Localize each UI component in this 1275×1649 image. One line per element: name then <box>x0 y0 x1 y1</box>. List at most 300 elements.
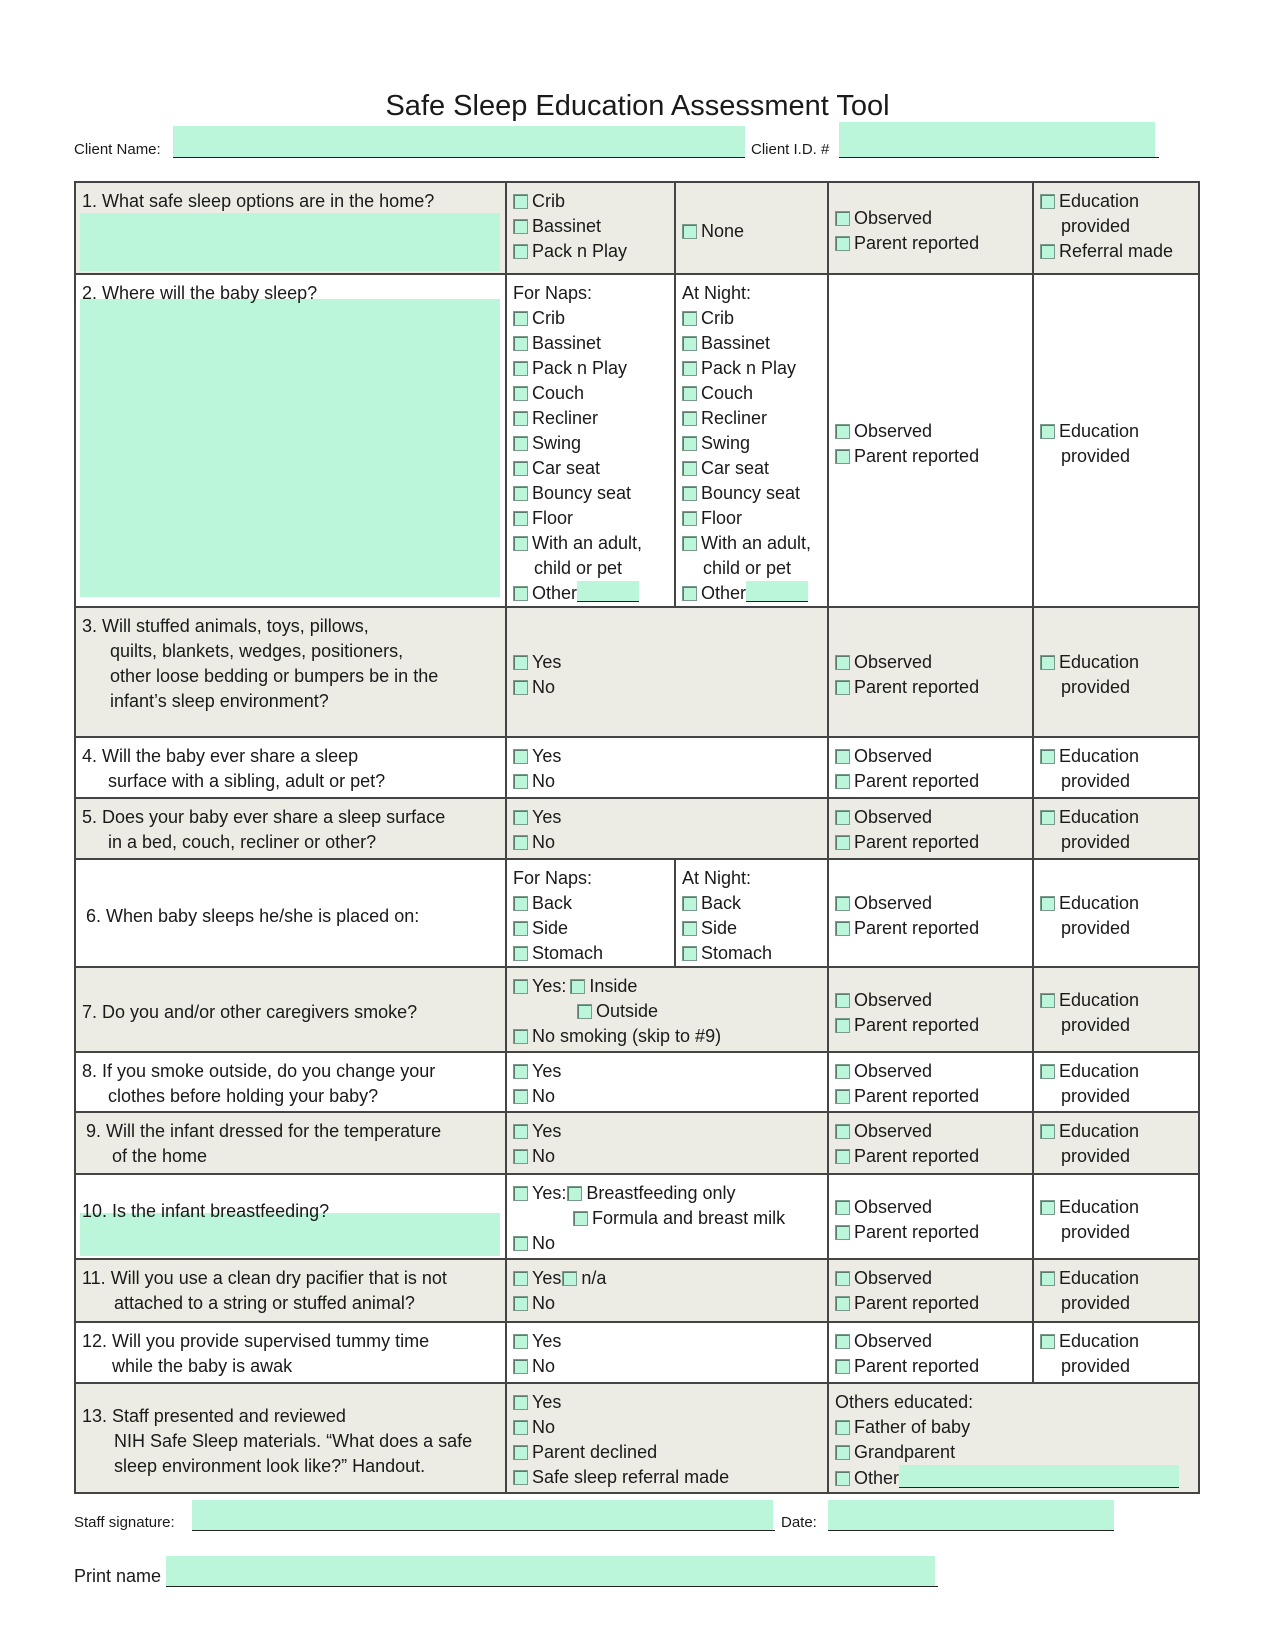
others-educated-cell <box>828 1383 1199 1493</box>
question-row-9 <box>75 1112 1199 1174</box>
education-cell <box>1033 1259 1199 1322</box>
observed-label: Observed <box>854 420 933 441</box>
observed-label: Observed <box>854 746 933 766</box>
yes-checkbox[interactable] <box>513 1186 528 1201</box>
options-cell <box>506 1322 828 1383</box>
no-smoking-checkbox[interactable] <box>513 1029 528 1044</box>
other-label: Other <box>854 1468 900 1488</box>
observed-checkbox[interactable] <box>835 211 850 226</box>
option-label: Other <box>701 583 747 603</box>
no-label: No <box>532 1146 556 1166</box>
night-options-cell <box>675 274 828 607</box>
question-text: 9. Will the infant dressed for the temperature <box>86 1121 442 1141</box>
observation-cell <box>828 274 1033 607</box>
yes-checkbox[interactable] <box>513 1334 528 1349</box>
checkbox[interactable] <box>513 361 528 376</box>
parent-reported-checkbox[interactable] <box>835 774 850 789</box>
checkbox[interactable] <box>682 224 697 239</box>
notes-field[interactable] <box>80 213 500 271</box>
yes-checkbox[interactable] <box>513 1064 528 1079</box>
provided-label: provided <box>1061 771 1131 791</box>
for-naps-label: For Naps: <box>513 283 593 303</box>
observed-checkbox[interactable] <box>835 1200 850 1215</box>
observed-checkbox[interactable] <box>835 749 850 764</box>
observed-label: Observed <box>854 1061 933 1081</box>
option-label: None <box>701 220 745 241</box>
checkbox[interactable] <box>682 586 697 601</box>
parent-reported-label: Parent reported <box>854 445 980 466</box>
yes-checkbox[interactable] <box>513 979 528 994</box>
option-label-cont: child or pet <box>703 558 792 578</box>
checkbox[interactable] <box>513 586 528 601</box>
question-row-2 <box>75 274 1199 607</box>
date-underline <box>828 1530 1114 1531</box>
parent-reported-checkbox[interactable] <box>835 1018 850 1033</box>
staff-signature-field[interactable] <box>192 1500 773 1531</box>
education-checkbox[interactable] <box>1040 424 1055 439</box>
none-cell <box>675 182 828 274</box>
option-label: Floor <box>532 508 574 528</box>
question-text-cont: while the baby is awak <box>112 1356 293 1376</box>
no-checkbox[interactable] <box>513 1359 528 1374</box>
question-text: 10. Is the infant breastfeeding? <box>82 1201 330 1221</box>
option-label: Swing <box>701 433 751 453</box>
no-checkbox[interactable] <box>513 1149 528 1164</box>
yes-label: Yes <box>532 1121 562 1141</box>
no-checkbox[interactable] <box>513 1296 528 1311</box>
observed-label: Observed <box>854 807 933 827</box>
observed-label: Observed <box>854 1196 933 1217</box>
education-cell <box>1033 182 1199 274</box>
education-checkbox[interactable] <box>1040 1200 1055 1215</box>
parent-reported-checkbox[interactable] <box>835 1225 850 1240</box>
checkbox[interactable] <box>513 946 528 961</box>
education-cell <box>1033 1174 1199 1259</box>
formula-checkbox[interactable] <box>573 1211 588 1226</box>
education-label: Education <box>1059 1061 1140 1081</box>
option-label: Recliner <box>701 408 768 428</box>
breastfeeding-only-label: Breastfeeding only <box>586 1183 736 1203</box>
option-label: Other <box>532 583 578 603</box>
father-checkbox[interactable] <box>835 1420 850 1435</box>
parent-reported-checkbox[interactable] <box>835 236 850 251</box>
no-label: No <box>532 1356 556 1376</box>
option-label: Pack n Play <box>532 241 628 261</box>
provided-label: provided <box>1061 1356 1131 1376</box>
observed-label: Observed <box>854 1331 933 1351</box>
option-label: Bouncy seat <box>701 483 801 503</box>
education-cell <box>1033 798 1199 859</box>
question-text: 5. Does your baby ever share a sleep surface <box>82 807 446 827</box>
breastfeeding-only-checkbox[interactable] <box>567 1186 582 1201</box>
question-text: 7. Do you and/or other caregivers smoke? <box>82 1002 418 1022</box>
yes-label: Yes <box>532 807 562 827</box>
question-text: 13. Staff presented and reviewed <box>82 1405 346 1426</box>
checkbox[interactable] <box>513 536 528 551</box>
date-field[interactable] <box>828 1500 1114 1531</box>
education-checkbox[interactable] <box>1040 1064 1055 1079</box>
education-label: Education <box>1059 893 1140 913</box>
checkbox[interactable] <box>682 386 697 401</box>
yes-label: Yes <box>532 1268 562 1288</box>
education-cell <box>1033 607 1199 737</box>
observation-cell <box>828 1259 1033 1322</box>
at-night-label: At Night: <box>682 283 752 303</box>
father-label: Father of baby <box>854 1417 971 1437</box>
parent-reported-label: Parent reported <box>854 1293 980 1313</box>
provided-label: provided <box>1061 216 1131 236</box>
question-row-8 <box>75 1052 1199 1112</box>
observed-label: Observed <box>854 989 933 1010</box>
parent-reported-label: Parent reported <box>854 832 980 852</box>
observed-label: Observed <box>854 1121 933 1141</box>
education-label: Education <box>1059 1196 1140 1217</box>
education-checkbox[interactable] <box>1040 194 1055 209</box>
education-checkbox[interactable] <box>1040 1124 1055 1139</box>
education-cell <box>1033 1052 1199 1112</box>
question-cell <box>75 274 506 607</box>
parent-reported-checkbox[interactable] <box>835 921 850 936</box>
question-row-5 <box>75 798 1199 859</box>
education-checkbox[interactable] <box>1040 655 1055 670</box>
observation-cell <box>828 859 1033 967</box>
yes-label: Yes <box>532 746 562 766</box>
yes-checkbox[interactable] <box>513 655 528 670</box>
question-row-13 <box>75 1383 1199 1493</box>
date-label: Date: <box>781 1514 817 1531</box>
question-cell <box>75 967 506 1052</box>
education-checkbox[interactable] <box>1040 1334 1055 1349</box>
observation-cell <box>828 798 1033 859</box>
checkbox[interactable] <box>682 336 697 351</box>
checkbox[interactable] <box>513 436 528 451</box>
notes-field[interactable] <box>80 299 500 597</box>
na-checkbox[interactable] <box>562 1271 577 1286</box>
question-text: 6. When baby sleeps he/she is placed on: <box>86 905 420 926</box>
provided-label: provided <box>1061 677 1131 697</box>
question-text-cont: in a bed, couch, recliner or other? <box>108 832 377 852</box>
checkbox[interactable] <box>513 386 528 401</box>
education-checkbox[interactable] <box>1040 993 1055 1008</box>
question-text: 12. Will you provide supervised tummy time <box>82 1331 430 1351</box>
education-cell <box>1033 1322 1199 1383</box>
education-cell <box>1033 274 1199 607</box>
checkbox[interactable] <box>682 461 697 476</box>
question-row-10 <box>75 1174 1199 1259</box>
options-cell <box>506 1052 828 1112</box>
provided-label: provided <box>1061 918 1131 938</box>
checkbox[interactable] <box>513 896 528 911</box>
observed-checkbox[interactable] <box>835 810 850 825</box>
question-cell <box>75 1259 506 1322</box>
parent-reported-checkbox[interactable] <box>835 680 850 695</box>
formula-label: Formula and breast milk <box>592 1208 786 1228</box>
yes-label: Yes: <box>532 1183 567 1203</box>
no-label: No <box>532 1417 556 1437</box>
checkbox[interactable] <box>682 946 697 961</box>
checkbox[interactable] <box>513 461 528 476</box>
other-field[interactable] <box>899 1465 1179 1488</box>
yes-checkbox[interactable] <box>513 810 528 825</box>
provided-label: provided <box>1061 445 1131 466</box>
checkbox[interactable] <box>682 896 697 911</box>
option-label: Recliner <box>532 408 599 428</box>
yes-checkbox[interactable] <box>513 749 528 764</box>
checkbox[interactable] <box>682 436 697 451</box>
client-id-label: Client I.D. # <box>751 141 830 158</box>
observed-checkbox[interactable] <box>835 655 850 670</box>
options-cell <box>506 182 675 274</box>
at-night-label: At Night: <box>682 868 752 888</box>
question-row-1 <box>75 182 1199 274</box>
observed-label: Observed <box>854 652 933 672</box>
naps-options-cell <box>506 859 675 967</box>
checkbox[interactable] <box>682 921 697 936</box>
question-cell <box>75 1112 506 1174</box>
question-text: 11. Will you use a clean dry pacifier that is not <box>82 1268 447 1288</box>
question-cell <box>75 798 506 859</box>
yes-label: Yes <box>532 652 562 672</box>
options-cell <box>506 737 828 798</box>
provided-label: provided <box>1061 1146 1131 1166</box>
other-field[interactable] <box>577 581 639 602</box>
question-cell <box>75 1322 506 1383</box>
no-checkbox[interactable] <box>513 774 528 789</box>
parent-reported-checkbox[interactable] <box>835 835 850 850</box>
other-checkbox[interactable] <box>835 1471 850 1486</box>
question-text-cont: other loose bedding or bumpers be in the <box>110 666 439 686</box>
checkbox[interactable] <box>513 219 528 234</box>
observed-label: Observed <box>854 208 933 228</box>
education-checkbox[interactable] <box>1040 1271 1055 1286</box>
observation-cell <box>828 1174 1033 1259</box>
yes-label: Yes <box>532 1392 562 1412</box>
grandparent-label: Grandparent <box>854 1442 956 1462</box>
other-field[interactable] <box>746 581 808 602</box>
education-cell <box>1033 737 1199 798</box>
parent-reported-checkbox[interactable] <box>835 1089 850 1104</box>
no-checkbox[interactable] <box>513 835 528 850</box>
question-text-cont: sleep environment look like?” Handout. <box>114 1455 426 1476</box>
yes-checkbox[interactable] <box>513 1395 528 1410</box>
options-cell <box>506 1383 828 1493</box>
checkbox[interactable] <box>513 311 528 326</box>
checkbox[interactable] <box>513 411 528 426</box>
question-text-cont: surface with a sibling, adult or pet? <box>108 771 386 791</box>
parent-reported-checkbox[interactable] <box>835 1149 850 1164</box>
question-cell <box>75 1383 506 1493</box>
question-text-cont: of the home <box>112 1146 208 1166</box>
client-name-underline <box>173 157 745 158</box>
option-label-cont: child or pet <box>534 558 623 578</box>
education-checkbox[interactable] <box>1040 896 1055 911</box>
yes-checkbox[interactable] <box>513 1124 528 1139</box>
option-label: Crib <box>701 308 735 328</box>
education-label: Education <box>1059 989 1140 1010</box>
options-cell <box>506 1112 828 1174</box>
education-checkbox[interactable] <box>1040 810 1055 825</box>
parent-reported-label: Parent reported <box>854 771 980 791</box>
question-text-cont: infant’s sleep environment? <box>110 691 329 711</box>
option-label: Bouncy seat <box>532 483 632 503</box>
question-cell <box>75 1052 506 1112</box>
parent-reported-label: Parent reported <box>854 1356 980 1376</box>
client-name-field[interactable] <box>173 126 745 158</box>
parent-reported-label: Parent reported <box>854 677 980 697</box>
parent-reported-checkbox[interactable] <box>835 1296 850 1311</box>
education-label: Education <box>1059 191 1140 211</box>
checkbox[interactable] <box>513 244 528 259</box>
others-educated-label: Others educated: <box>835 1392 974 1412</box>
observation-cell <box>828 1112 1033 1174</box>
options-cell <box>506 607 828 737</box>
referral-checkbox[interactable] <box>1040 244 1055 259</box>
question-text: 3. Will stuffed animals, toys, pillows, <box>82 616 369 636</box>
parent-reported-label: Parent reported <box>854 233 980 253</box>
education-cell <box>1033 1112 1199 1174</box>
yes-label: Yes <box>532 1331 562 1351</box>
checkbox[interactable] <box>682 511 697 526</box>
question-text-cont: clothes before holding your baby? <box>108 1086 379 1106</box>
option-label: Couch <box>701 383 754 403</box>
parent-reported-label: Parent reported <box>854 1014 980 1035</box>
observed-label: Observed <box>854 893 933 913</box>
inside-label: Inside <box>589 976 638 996</box>
question-cell <box>75 607 506 737</box>
referral-label: Safe sleep referral made <box>532 1467 730 1487</box>
question-text: 4. Will the baby ever share a sleep <box>82 746 359 766</box>
observed-checkbox[interactable] <box>835 1124 850 1139</box>
outside-checkbox[interactable] <box>577 1004 592 1019</box>
question-text: 8. If you smoke outside, do you change your <box>82 1061 436 1081</box>
provided-label: provided <box>1061 1014 1131 1035</box>
education-label: Education <box>1059 807 1140 827</box>
question-row-3 <box>75 607 1199 737</box>
option-label: Bassinet <box>532 333 602 353</box>
client-id-underline <box>839 157 1159 158</box>
client-name-label: Client Name: <box>74 141 161 158</box>
option-label: Pack n Play <box>701 358 797 378</box>
education-checkbox[interactable] <box>1040 749 1055 764</box>
options-cell <box>506 1174 828 1259</box>
option-label: With an adult, <box>701 533 812 553</box>
no-label: No <box>532 1293 556 1313</box>
education-label: Education <box>1059 1331 1140 1351</box>
checkbox[interactable] <box>513 336 528 351</box>
no-checkbox[interactable] <box>513 1420 528 1435</box>
education-label: Education <box>1059 1121 1140 1141</box>
page-title: Safe Sleep Education Assessment Tool <box>385 90 890 122</box>
checkbox[interactable] <box>682 411 697 426</box>
grandparent-checkbox[interactable] <box>835 1445 850 1460</box>
no-smoking-label: No smoking (skip to #9) <box>532 1026 722 1046</box>
question-text: 2. Where will the baby sleep? <box>82 283 318 303</box>
option-label: Floor <box>701 508 743 528</box>
parent-reported-label: Parent reported <box>854 1146 980 1166</box>
inside-checkbox[interactable] <box>570 979 585 994</box>
checkbox[interactable] <box>513 921 528 936</box>
parent-reported-checkbox[interactable] <box>835 1359 850 1374</box>
parent-reported-checkbox[interactable] <box>835 449 850 464</box>
checkbox[interactable] <box>513 194 528 209</box>
option-label: Car seat <box>701 458 770 478</box>
options-cell <box>506 798 828 859</box>
observed-checkbox[interactable] <box>835 993 850 1008</box>
question-cell <box>75 737 506 798</box>
print-name-underline <box>166 1586 938 1587</box>
no-checkbox[interactable] <box>513 680 528 695</box>
outside-label: Outside <box>596 1001 659 1021</box>
question-cell <box>75 859 506 967</box>
no-label: No <box>532 771 556 791</box>
parent-declined-label: Parent declined <box>532 1442 658 1462</box>
checkbox[interactable] <box>682 311 697 326</box>
option-label: Stomach <box>532 943 604 963</box>
print-name-label: Print name <box>74 1566 162 1586</box>
na-label: n/a <box>581 1268 607 1288</box>
observed-checkbox[interactable] <box>835 1271 850 1286</box>
provided-label: provided <box>1061 1086 1131 1106</box>
observed-checkbox[interactable] <box>835 1334 850 1349</box>
yes-label: Yes: <box>532 976 567 996</box>
observation-cell <box>828 967 1033 1052</box>
education-label: Education <box>1059 1268 1140 1288</box>
parent-reported-label: Parent reported <box>854 918 980 938</box>
education-cell <box>1033 967 1199 1052</box>
checkbox[interactable] <box>682 361 697 376</box>
option-label: Side <box>701 918 738 938</box>
checkbox[interactable] <box>513 486 528 501</box>
question-cell <box>75 1174 506 1259</box>
checkbox[interactable] <box>682 486 697 501</box>
no-label: No <box>532 1086 556 1106</box>
option-label: Crib <box>532 191 566 211</box>
checkbox[interactable] <box>513 511 528 526</box>
observed-label: Observed <box>854 1268 933 1288</box>
yes-checkbox[interactable] <box>513 1271 528 1286</box>
question-cell <box>75 182 506 274</box>
no-checkbox[interactable] <box>513 1089 528 1104</box>
for-naps-label: For Naps: <box>513 868 593 888</box>
option-label: Side <box>532 918 569 938</box>
option-label: With an adult, <box>532 533 643 553</box>
education-label: Education <box>1059 652 1140 672</box>
no-checkbox[interactable] <box>513 1236 528 1251</box>
parent-reported-label: Parent reported <box>854 1086 980 1106</box>
education-label: Education <box>1059 420 1140 441</box>
option-label: Swing <box>532 433 582 453</box>
observed-checkbox[interactable] <box>835 424 850 439</box>
print-name-field[interactable] <box>166 1556 935 1587</box>
observed-checkbox[interactable] <box>835 896 850 911</box>
observation-cell <box>828 182 1033 274</box>
client-id-field[interactable] <box>839 122 1155 158</box>
education-cell <box>1033 859 1199 967</box>
referral-checkbox[interactable] <box>513 1470 528 1485</box>
observation-cell <box>828 607 1033 737</box>
parent-declined-checkbox[interactable] <box>513 1445 528 1460</box>
option-label: Couch <box>532 383 585 403</box>
no-label: No <box>532 832 556 852</box>
observed-checkbox[interactable] <box>835 1064 850 1079</box>
checkbox[interactable] <box>682 536 697 551</box>
staff-signature-label: Staff signature: <box>74 1514 175 1531</box>
night-options-cell <box>675 859 828 967</box>
option-label: Pack n Play <box>532 358 628 378</box>
question-row-7 <box>75 967 1199 1052</box>
option-label: Bassinet <box>532 216 602 236</box>
option-label: Stomach <box>701 943 773 963</box>
